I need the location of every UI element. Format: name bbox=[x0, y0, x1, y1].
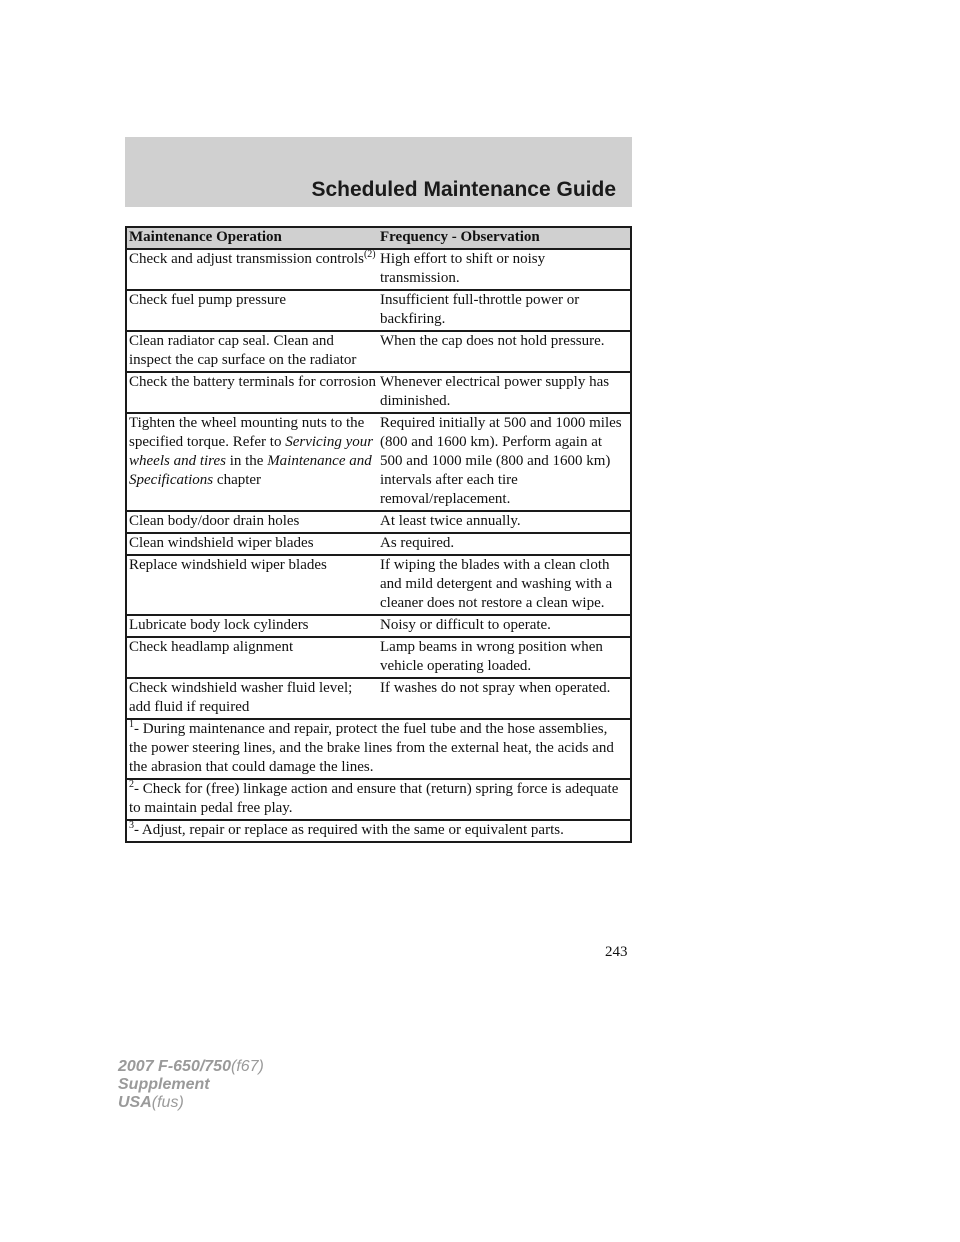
operation-cell: Check fuel pump pressure bbox=[126, 290, 378, 331]
operation-cell: Clean body/door drain holes bbox=[126, 511, 378, 533]
frequency-cell: When the cap does not hold pressure. bbox=[378, 331, 631, 372]
operation-cell: Replace windshield wiper blades bbox=[126, 555, 378, 615]
table-row bbox=[126, 413, 631, 511]
column-header-operation: Maintenance Operation bbox=[126, 227, 378, 249]
footer-model-line: 2007 F-650/750(f67) bbox=[118, 1058, 264, 1075]
cross-reference-chapter: Maintenance and Specifications bbox=[129, 453, 372, 488]
footnote-ref: (2) bbox=[363, 249, 376, 260]
frequency-cell: Insufficient full-throttle power or backfiring. bbox=[378, 290, 631, 331]
section-title: Scheduled Maintenance Guide bbox=[311, 178, 616, 201]
table-row bbox=[126, 290, 631, 331]
frequency-cell: As required. bbox=[378, 533, 631, 555]
maintenance-table bbox=[125, 226, 632, 843]
footnote-2: $^2$- Check for (free) linkage action and ensure that (return) spring force is adequate to maintain pedal free play. bbox=[126, 779, 631, 820]
operation-cell: Clean windshield wiper blades bbox=[126, 533, 378, 555]
table-header-row bbox=[126, 227, 631, 249]
column-header-frequency: Frequency - Observation bbox=[378, 227, 631, 249]
operation-cell: Lubricate body lock cylinders bbox=[126, 615, 378, 637]
table-row bbox=[126, 533, 631, 555]
table-row bbox=[126, 249, 631, 290]
table-row bbox=[126, 372, 631, 413]
frequency-cell: Noisy or difficult to operate. bbox=[378, 615, 631, 637]
operation-cell: Check and adjust transmission controls$^{(2)}$ bbox=[126, 249, 378, 290]
frequency-cell: High effort to shift or noisy transmission. bbox=[378, 249, 631, 290]
operation-cell: Clean radiator cap seal. Clean and inspect the cap surface on the radiator bbox=[126, 331, 378, 372]
table-row bbox=[126, 615, 631, 637]
table-row bbox=[126, 555, 631, 615]
operation-cell: Check headlamp alignment bbox=[126, 637, 378, 678]
table-row bbox=[126, 331, 631, 372]
table-row bbox=[126, 678, 631, 719]
document-footer bbox=[118, 1058, 264, 1112]
section-header-band bbox=[125, 137, 632, 207]
footnote-1: $^1$- During maintenance and repair, protect the fuel tube and the hose assemblies, the power steering lines, and the brake lines from the external heat, the acids and the abrasion that could damage the lines. bbox=[126, 719, 631, 779]
table-row bbox=[126, 637, 631, 678]
operation-cell: Tighten the wheel mounting nuts to the specified torque. Refer to Servicing your wheels and tires in the Maintenance and Specifications chapter bbox=[126, 413, 378, 511]
footer-region-line: USA(fus) bbox=[118, 1094, 184, 1111]
footer-doc-type: Supplement bbox=[118, 1076, 210, 1093]
footnote-row bbox=[126, 820, 631, 842]
footnote-3: $^3$- Adjust, repair or replace as required with the same or equivalent parts. bbox=[126, 820, 631, 842]
table-row bbox=[126, 511, 631, 533]
cross-reference-section: Servicing your wheels and tires bbox=[129, 434, 374, 469]
frequency-cell: Required initially at 500 and 1000 miles (800 and 1600 km). Perform again at 500 and 1000 mile (800 and 1600 km) intervals after each tire removal/replacement. bbox=[378, 413, 631, 511]
frequency-cell: Whenever electrical power supply has diminished. bbox=[378, 372, 631, 413]
operation-cell: Check the battery terminals for corrosion bbox=[126, 372, 378, 413]
frequency-cell: Lamp beams in wrong position when vehicle operating loaded. bbox=[378, 637, 631, 678]
frequency-cell: At least twice annually. bbox=[378, 511, 631, 533]
frequency-cell: If washes do not spray when operated. bbox=[378, 678, 631, 719]
frequency-cell: If wiping the blades with a clean cloth and mild detergent and washing with a cleaner does not restore a clean wipe. bbox=[378, 555, 631, 615]
footnote-row bbox=[126, 719, 631, 779]
operation-cell: Check windshield washer fluid level; add fluid if required bbox=[126, 678, 378, 719]
footnote-row bbox=[126, 779, 631, 820]
page-number: 243 bbox=[605, 944, 628, 960]
